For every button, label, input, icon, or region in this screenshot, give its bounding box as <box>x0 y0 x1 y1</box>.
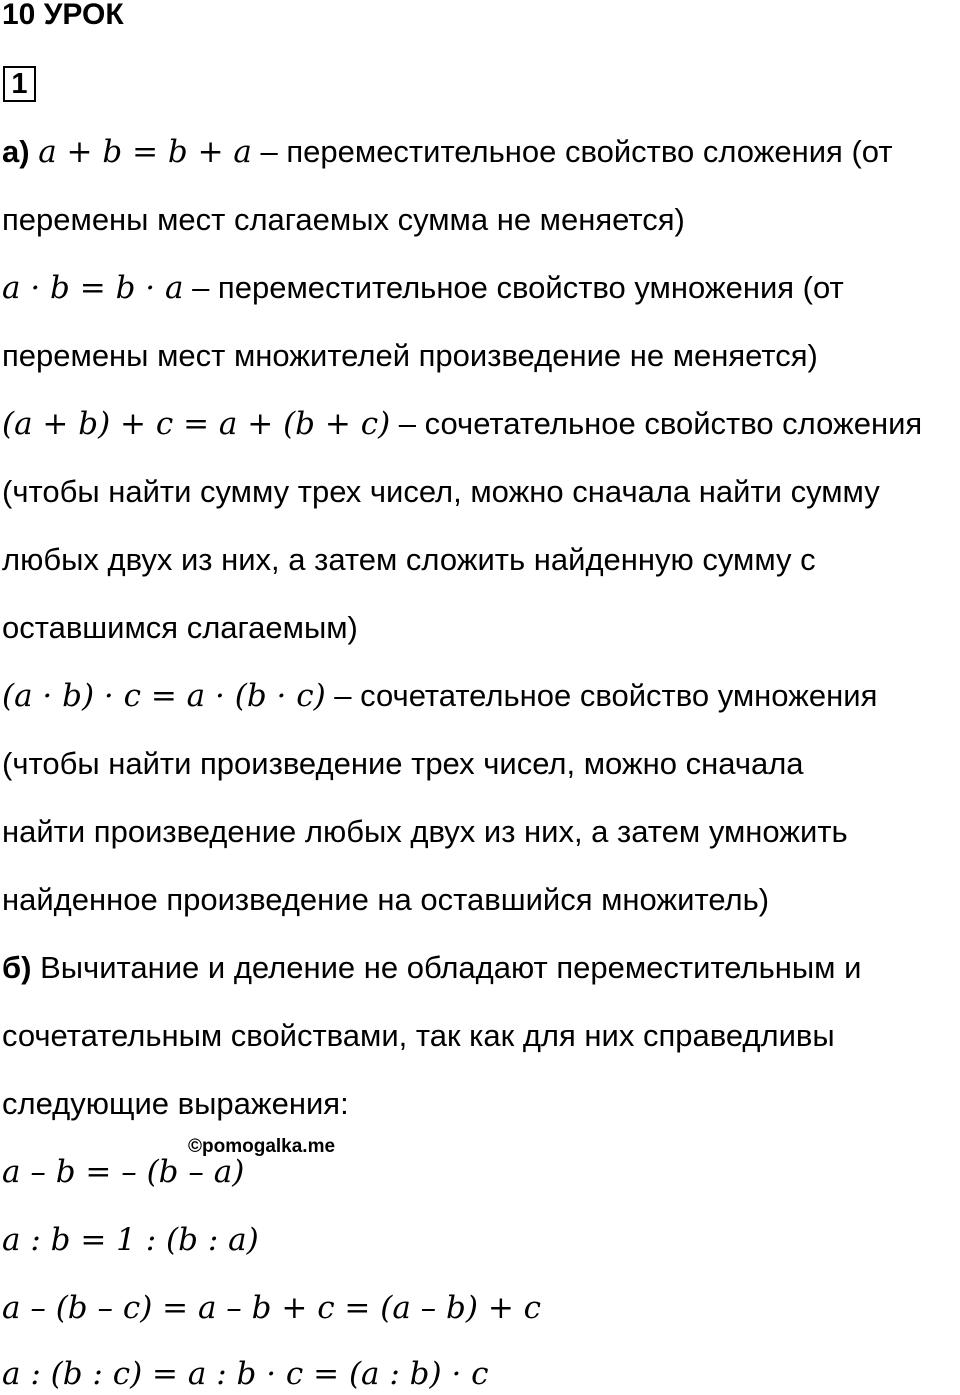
part-b-line-3: следующие выражения: <box>2 1086 349 1121</box>
part-a-line-3 <box>2 268 844 308</box>
part-a-line-11: найти произведение любых двух из них, а затем умножить <box>2 814 848 849</box>
commutative-addition-formula: a + b = b + a <box>38 134 252 170</box>
part-b-line-2: сочетательным свойствами, так как для них справедливы <box>2 1018 835 1053</box>
subtraction-formula: a – b = – (b – a) <box>2 1154 245 1190</box>
subtraction-associative-formula: a – (b – c) = a – b + c = (a – b) + c <box>2 1290 542 1326</box>
part-a-line-8: оставшимся слагаемым) <box>2 610 358 645</box>
part-a-line-1 <box>2 132 893 172</box>
part-b-intro-text: Вычитание и деление не обладают переместительным и <box>31 950 862 985</box>
division-formula: a : b = 1 : (b : a) <box>2 1222 259 1258</box>
part-a-line-5 <box>2 404 922 444</box>
part-b-line-1 <box>2 948 861 988</box>
part-a-label: а) <box>2 134 30 169</box>
part-a-line-12: найденное произведение на оставшийся множитель) <box>2 882 770 917</box>
commutative-addition-text: – переместительное свойство сложения (от <box>251 134 893 169</box>
watermark: ©pomogalka.me <box>188 1136 336 1157</box>
part-a-line-10: (чтобы найти произведение трех чисел, можно сначала <box>2 746 804 781</box>
part-a-line-2: перемены мест слагаемых сумма не меняется) <box>2 202 685 237</box>
part-b-label: б) <box>2 950 32 985</box>
part-a-line-4: перемены мест множителей произведение не меняется) <box>2 338 818 373</box>
part-a-line-7: любых двух из них, а затем сложить найденную сумму с <box>2 542 816 577</box>
commutative-multiplication-formula: a · b = b · a <box>2 270 184 306</box>
part-a-line-6: (чтобы найти сумму трех чисел, можно сначала найти сумму <box>2 474 880 509</box>
associative-multiplication-text: – сочетательное свойство умножения <box>325 678 878 713</box>
task-number-box: 1 <box>3 66 36 102</box>
associative-multiplication-formula: (a · b) · c = a · (b · c) <box>2 678 326 714</box>
associative-addition-formula: (a + b) + c = a + (b + c) <box>2 406 391 442</box>
part-a-line-9 <box>2 676 877 716</box>
division-associative-formula: a : (b : c) = a : b · c = (a : b) · c <box>2 1356 489 1392</box>
commutative-multiplication-text: – переместительное свойство умножения (от <box>183 270 844 305</box>
lesson-title: 10 УРОК <box>2 0 124 31</box>
associative-addition-text: – сочетательное свойство сложения <box>390 406 923 441</box>
